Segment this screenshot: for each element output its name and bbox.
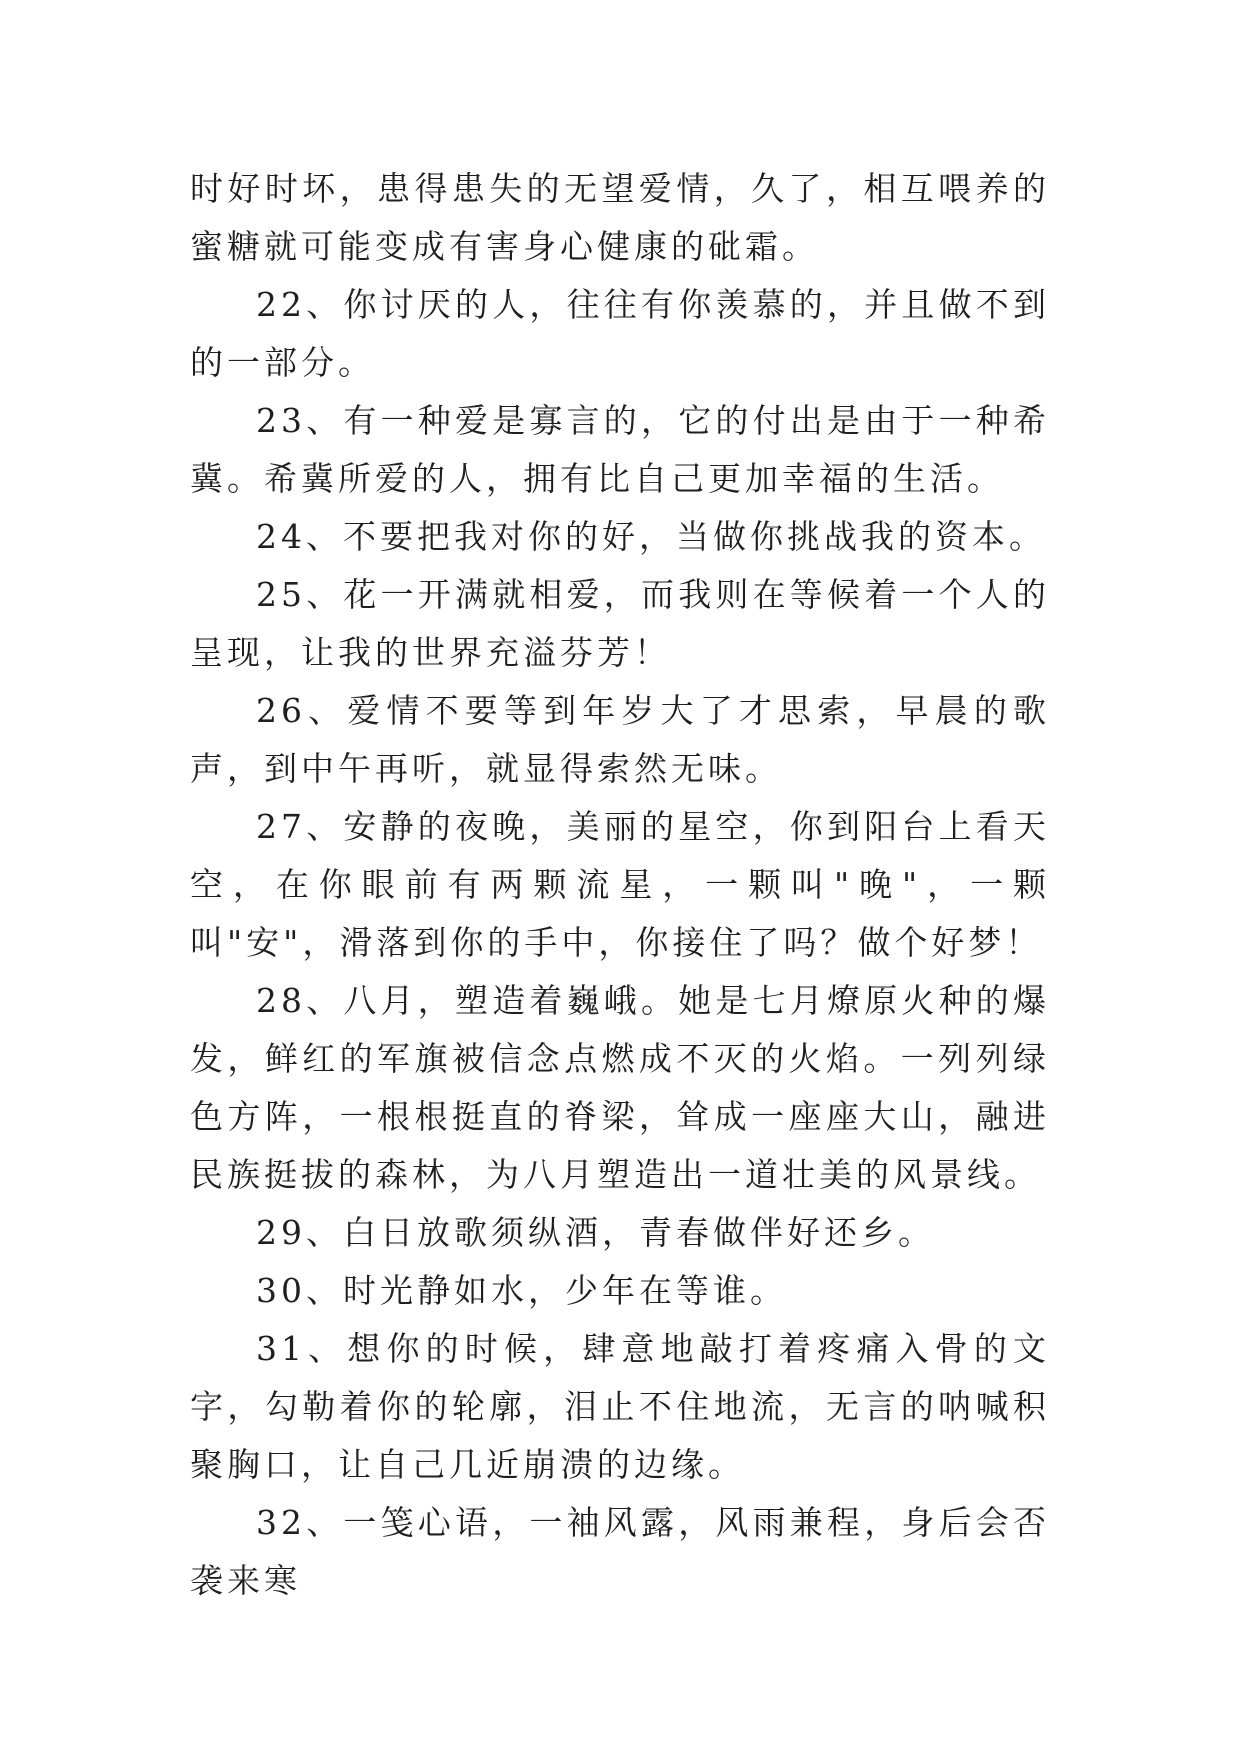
paragraph-32: 32、一笺心语，一袖风露，风雨兼程，身后会否袭来寒 [190,1503,1050,1600]
paragraph-continuation: 时好时坏，患得患失的无望爱情，久了，相互喂养的蜜糖就可能变成有害身心健康的砒霜。 [190,169,1050,266]
paragraph-31: 31、想你的时候，肆意地敲打着疼痛入骨的文字，勾勒着你的轮廓，泪止不住地流，无言的呐喊积聚胸口，让自己几近崩溃的边缘。 [190,1329,1050,1484]
paragraph-25: 25、花一开满就相爱，而我则在等候着一个人的呈现，让我的世界充溢芬芳！ [190,575,1050,672]
paragraph-28: 28、八月，塑造着巍峨。她是七月燎原火种的爆发，鲜红的军旗被信念点燃成不灭的火焰。一列列绿色方阵，一根根挺直的脊梁，耸成一座座大山，融进民族挺拔的森林，为八月塑造出一道壮美的风景线。 [190,981,1050,1194]
paragraph-23: 23、有一种爱是寡言的，它的付出是由于一种希冀。希冀所爱的人，拥有比自己更加幸福的生活。 [190,401,1050,498]
document-body [190,160,1050,1610]
paragraph-27: 27、安静的夜晚，美丽的星空，你到阳台上看天空，在你眼前有两颗流星，一颗叫"晚"，一颗叫"安"，滑落到你的手中，你接住了吗？做个好梦！ [190,807,1050,962]
paragraph-26: 26、爱情不要等到年岁大了才思索，早晨的歌声，到中午再听，就显得索然无味。 [190,691,1050,788]
paragraph-24: 24、不要把我对你的好，当做你挑战我的资本。 [256,517,1046,556]
paragraph-30: 30、时光静如水，少年在等谁。 [256,1271,787,1310]
paragraph-29: 29、白日放歌须纵酒，青春做伴好还乡。 [256,1213,935,1252]
paragraph-22: 22、你讨厌的人，往往有你羡慕的，并且做不到的一部分。 [190,285,1050,382]
